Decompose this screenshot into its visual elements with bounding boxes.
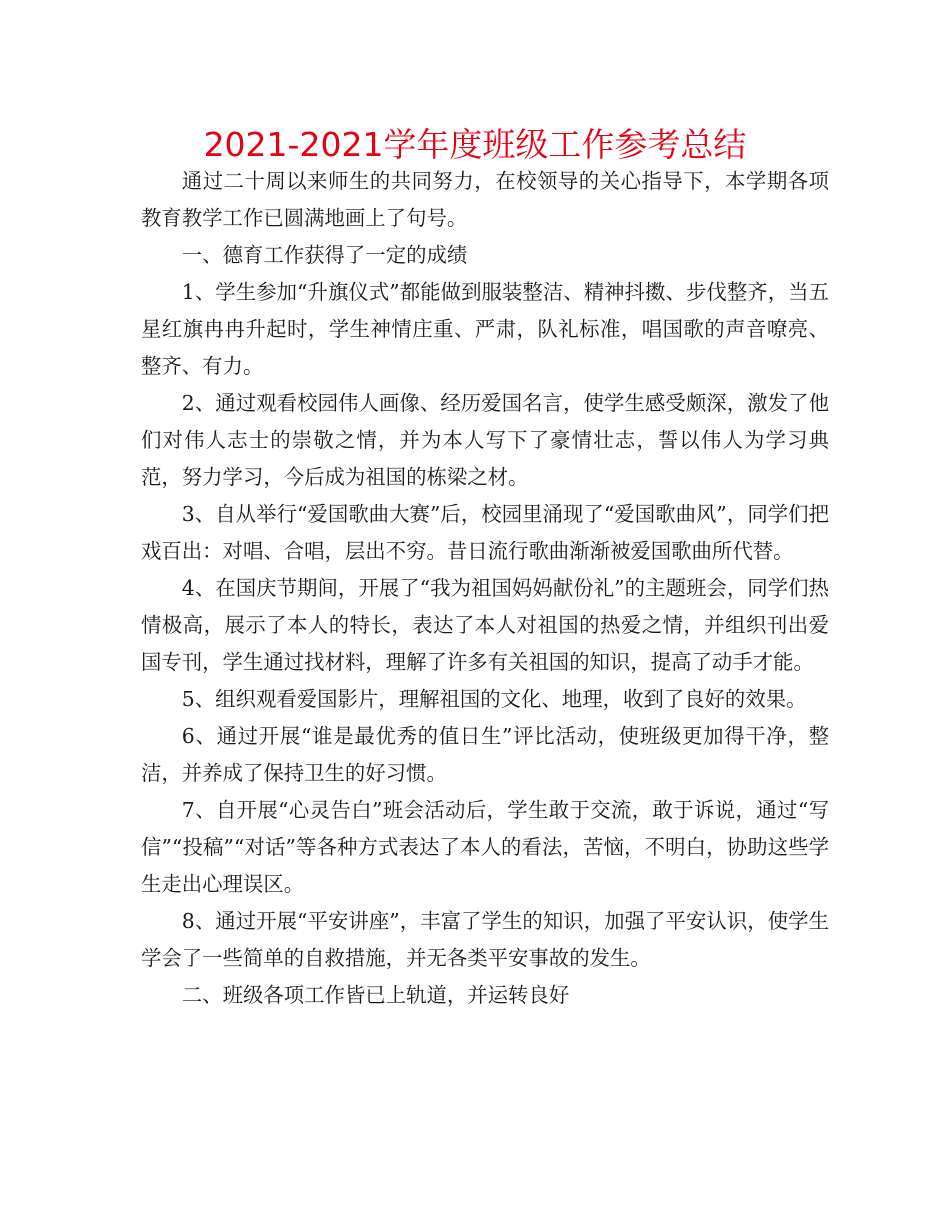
paragraph-item-6: 6、通过开展“谁是最优秀的值日生”评比活动，使班级更加得干净，整洁，并养成了保持卫生的好习惯。 [141,724,829,785]
paragraph-item-2: 2、通过观看校园伟人画像、经历爱国名言，使学生感受颇深，激发了他们对伟人志士的崇敬之情，并为本人写下了豪情壮志，誓以伟人为学习典范，努力学习，今后成为祖国的栋梁之材。 [141,391,829,489]
document-body [141,163,829,1014]
paragraph-item-5: 5、组织观看爱国影片，理解祖国的文化、地理，收到了良好的效果。 [181,687,807,711]
paragraph-item-1: 1、学生参加“升旗仪式”都能做到服装整洁、精神抖擞、步伐整齐，当五星红旗冉冉升起时，学生神情庄重、严肃，队礼标准，唱国歌的声音嘹亮、整齐、有力。 [141,280,829,378]
paragraph-item-7: 7、自开展“心灵告白”班会活动后，学生敢于交流，敢于诉说，通过“写信”“投稿”“对话”等各种方式表达了本人的看法，苦恼，不明白，协助这些学生走出心理误区。 [141,798,829,896]
paragraph-item-4: 4、在国庆节期间，开展了“我为祖国妈妈献份礼”的主题班会，同学们热情极高，展示了本人的特长，表达了本人对祖国的热爱之情，并组织刊出爱国专刊，学生通过找材料，理解了许多有关祖国的知识，提高了动手才能。 [141,576,829,674]
intro-paragraph: 通过二十周以来师生的共同努力，在校领导的关心指导下，本学期各项教育教学工作已圆满地画上了句号。 [141,169,829,230]
paragraph-item-3: 3、自从举行“爱国歌曲大赛”后，校园里涌现了“爱国歌曲风”，同学们把戏百出：对唱、合唱，层出不穷。昔日流行歌曲渐渐被爱国歌曲所代替。 [141,502,829,563]
document-title: 2021-2021学年度班级工作参考总结 [203,125,747,164]
section-heading-class-work: 二、班级各项工作皆已上轨道，并运转良好 [181,983,570,1007]
paragraph-item-8: 8、通过开展“平安讲座”，丰富了学生的知识，加强了平安认识，使学生学会了一些简单的自救措施，并无各类平安事故的发生。 [141,909,829,970]
section-heading-moral-education: 一、德育工作获得了一定的成绩 [181,243,468,267]
